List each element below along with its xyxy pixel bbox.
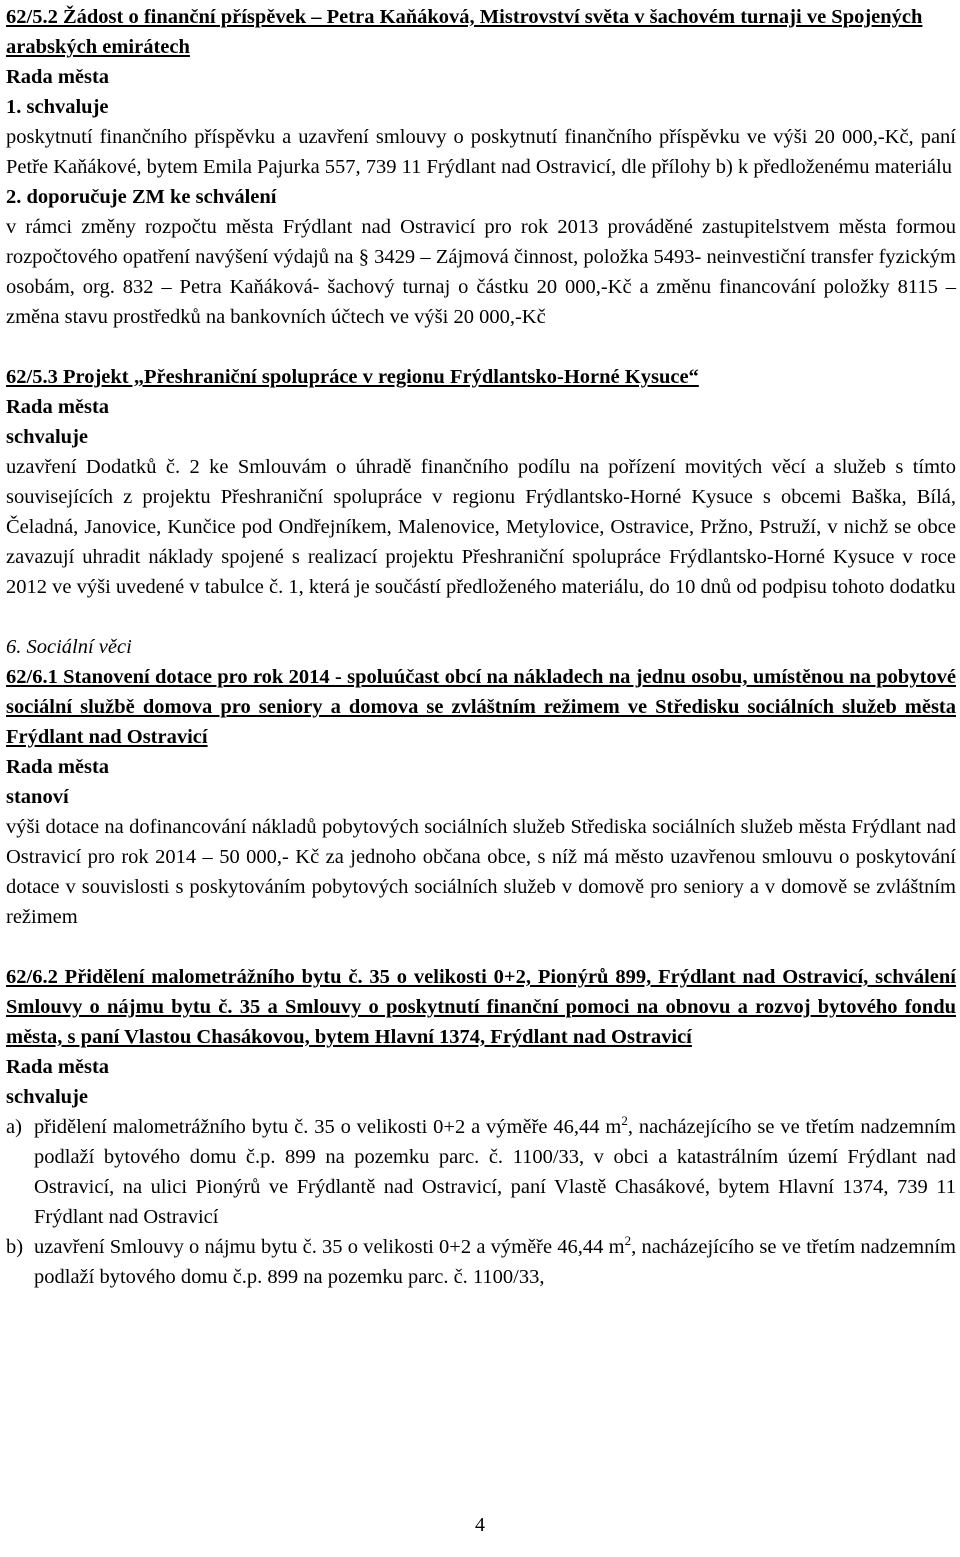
resolution-label-2: 2. doporučuje ZM ke schválení	[6, 186, 277, 208]
body-label: Rada města	[6, 66, 110, 88]
section-heading-62-6-1: 62/6.1 Stanovení dotace pro rok 2014 - spoluúčast obcí na nákladech na jednu osobu, umístěnou na pobytové sociální službě domova pro seniory a domova se zvláštním režimem ve Středisku sociálních služeb města Frýdlant nad Ostravicí	[6, 666, 956, 748]
list-item-b	[6, 1232, 956, 1292]
section-heading-62-5-3: 62/5.3 Projekt „Přeshraniční spolupráce v regionu Frýdlantsko-Horné Kysuce“	[6, 366, 699, 388]
list-marker: a)	[6, 1116, 22, 1138]
resolution-label: schvaluje	[6, 426, 88, 448]
resolution-label-1: 1. schvaluje	[6, 96, 109, 118]
document-page	[6, 2, 956, 1292]
resolution-label: schvaluje	[6, 1086, 88, 1108]
resolution-label: stanoví	[6, 786, 69, 808]
section-heading-62-5-2: 62/5.2 Žádost o finanční příspěvek – Petra Kaňáková, Mistrovství světa v šachovém turnaji ve Spojených arabských emirátech	[6, 6, 923, 58]
list-item-text: přidělení malometrážního bytu č. 35 o velikosti 0+2 a výměře 46,44 $m^2$, nacházejícího se ve třetím nadzemním podlaží bytového domu č.p. 899 na pozemku parc. č. 1100/33, v obci a katastrálním území Frýdlant nad Ostravicí, na ulici Pionýrů ve Frýdlantě nad Ostravicí, paní Vlastě Chasákové, bytem Hlavní 1374, 739 11 Frýdlant nad Ostravicí	[34, 1113, 957, 1228]
list-item-text: uzavření Smlouvy o nájmu bytu č. 35 o velikosti 0+2 a výměře 46,44 $m^2$, nacházejícího se ve třetím nadzemním podlaží bytového domu č.p. 899 na pozemku parc. č. 1100/33,	[34, 1233, 956, 1288]
resolution-text: výši dotace na dofinancování nákladů pobytových sociálních služeb Střediska sociálních služeb města Frýdlant nad Ostravicí pro rok 2014 – 50 000,- Kč za jednoho občana obce, s níž má město uzavřenou smlouvu o poskytování dotace v souvislosti s poskytováním pobytových sociálních služeb v domově pro seniory a v domově se zvláštním režimem	[6, 816, 956, 928]
resolution-text-1: poskytnutí finančního příspěvku a uzavření smlouvy o poskytnutí finančního příspěvku ve výši 20 000,-Kč, paní Petře Kaňákové, bytem Emila Pajurka 557, 739 11 Frýdlant nad Ostravicí, dle přílohy b) k předloženému materiálu	[6, 126, 956, 178]
section-heading-62-6-2: 62/6.2 Přidělení malometrážního bytu č. 35 o velikosti 0+2, Pionýrů 899, Frýdlant nad Ostravicí, schválení Smlouvy o nájmu bytu č. 35 a Smlouvy o poskytnutí finanční pomoci na obnovu a rozvoj bytového fondu města, s paní Vlastou Chasákovou, bytem Hlavní 1374, Frýdlant nad Ostravicí	[6, 966, 956, 1048]
list-item-a	[6, 1112, 956, 1232]
resolution-text: uzavření Dodatků č. 2 ke Smlouvám o úhradě finančního podílu na pořízení movitých věcí a služeb s tímto souvisejících z projektu Přeshraniční spolupráce v regionu Frýdlantsko-Horné Kysuce s obcemi Baška, Bílá, Čeladná, Janovice, Kunčice pod Ondřejníkem, Malenovice, Metylovice, Ostravice, Pržno, Pstruží, v nichž se obce zavazují uhradit náklady spojené s realizací projektu Přeshraniční spolupráce Frýdlantsko-Horné Kysuce v roce 2012 ve výši uvedené v tabulce č. 1, která je součástí předloženého materiálu, do 10 dnů od podpisu tohoto dodatku	[6, 456, 956, 598]
body-label: Rada města	[6, 1056, 110, 1078]
chapter-heading: 6. Sociální věci	[6, 636, 132, 658]
resolution-text-2: v rámci změny rozpočtu města Frýdlant nad Ostravicí pro rok 2013 prováděné zastupitelstvem města formou rozpočtového opatření navýšení výdajů na § 3429 – Zájmová činnost, položka 5493- neinvestiční transfer fyzickým osobám, org. 832 – Petra Kaňáková- šachový turnaj o částku 20 000,-Kč a změnu financování položky 8115 – změna stavu prostředků na bankovních účtech ve výši 20 000,-Kč	[6, 216, 956, 328]
page-number: 4	[475, 1514, 485, 1536]
list-marker: b)	[6, 1236, 24, 1258]
body-label: Rada města	[6, 756, 110, 778]
body-label: Rada města	[6, 396, 110, 418]
